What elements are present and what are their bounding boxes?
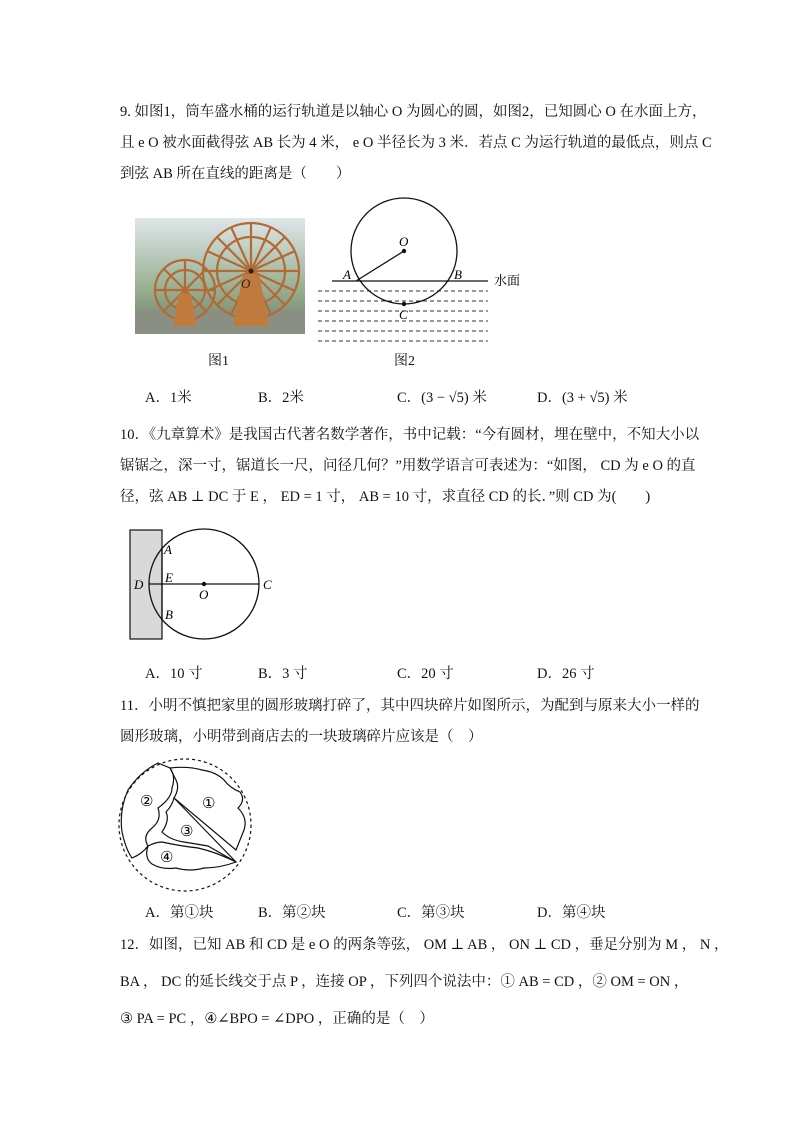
q10-line-2: 锯锯之，深一寸，锯道长一尺，问径几何？”用数学语言可表述为：“如图， CD 为 e O 的直 bbox=[120, 458, 696, 474]
q10-label-B: B bbox=[165, 607, 173, 622]
q9-label-C: C bbox=[399, 307, 408, 322]
q11-line-1: 11．小明不慎把家里的圆形玻璃打碎了，其中四块碎片如图所示，为配到与原来大小一样的 bbox=[120, 698, 700, 714]
q11-label-piece-4: ④ bbox=[160, 850, 174, 866]
q10-label-A: A bbox=[164, 542, 172, 557]
q11-option-c[interactable]: C．第③块 bbox=[397, 905, 465, 921]
q9-label-O: O bbox=[399, 234, 409, 249]
q11-label-piece-2: ② bbox=[140, 794, 154, 810]
q10-figure-diagram bbox=[128, 528, 288, 643]
q9-label-B: B bbox=[454, 267, 462, 282]
q9-option-a[interactable]: A．1米 bbox=[145, 390, 192, 406]
svg-text:O: O bbox=[241, 276, 251, 291]
q10-label-D: D bbox=[134, 577, 144, 592]
q9-option-d[interactable]: D．(3 + √5) 米 bbox=[537, 390, 628, 406]
q9-figure-2-caption: 图2 bbox=[394, 354, 415, 369]
q11-label-piece-3: ③ bbox=[180, 824, 194, 840]
q12-line-2: BA ， DC 的延长线交于点 P ，连接 OP ，下列四个说法中：① AB = CD ，② OM = ON ， bbox=[120, 974, 689, 990]
q11-option-b[interactable]: B．第②块 bbox=[258, 905, 326, 921]
q9-line-3: 到弦 AB 所在直线的距离是（ ） bbox=[120, 166, 351, 182]
q11-option-d[interactable]: D．第④块 bbox=[537, 905, 606, 921]
q12-line-3: ③ PA = PC ，④∠BPO = ∠DPO ，正确的是（ ） bbox=[120, 1011, 434, 1027]
q9-figure-1-caption: 图1 bbox=[208, 354, 229, 369]
q10-option-c[interactable]: C．20 寸 bbox=[397, 666, 454, 682]
q9-line-2: 且 e O 被水面截得弦 AB 长为 4 米， e O 半径长为 3 米．若点 C 为运行轨道的最低点，则点 C bbox=[120, 135, 712, 151]
q12-line-1: 12．如图，已知 AB 和 CD 是 e O 的两条等弦， OM ⊥ AB ， ON ⊥ CD ，垂足分别为 M ， N ， bbox=[120, 937, 729, 953]
q9-option-c[interactable]: C．(3 − √5) 米 bbox=[397, 390, 487, 406]
q11-label-piece-1: ① bbox=[202, 796, 216, 812]
q11-figure-broken-glass bbox=[118, 758, 258, 894]
q10-label-E: E bbox=[165, 570, 173, 585]
q10-label-C: C bbox=[263, 577, 272, 592]
q9-line-1: 9. 如图1，筒车盛水桶的运行轨道是以轴心 O 为圆心的圆，如图2，已知圆心 O 在水面上方， bbox=[120, 104, 707, 120]
q11-option-a[interactable]: A．第①块 bbox=[145, 905, 214, 921]
q10-line-1: 10．《九章算术》是我国古代著名数学著作，书中记载：“今有圆材，埋在壁中，不知大小以 bbox=[120, 427, 700, 443]
q10-label-O: O bbox=[199, 587, 209, 602]
q9-option-b[interactable]: B．2米 bbox=[258, 390, 304, 406]
q9-label-A: A bbox=[343, 267, 351, 282]
q10-option-b[interactable]: B．3 寸 bbox=[258, 666, 308, 682]
q10-option-d[interactable]: D．26 寸 bbox=[537, 666, 595, 682]
q9-label-water: 水面 bbox=[494, 273, 521, 288]
q9-figure-2-diagram bbox=[318, 195, 538, 345]
q10-line-3: 径，弦 AB ⊥ DC 于 E ， ED = 1 寸， AB = 10 寸，求直径 CD 的长．”则 CD 为( ) bbox=[120, 489, 651, 505]
q9-figure-1-waterwheel-photo bbox=[135, 218, 305, 334]
q10-option-a[interactable]: A．10 寸 bbox=[145, 666, 203, 682]
q11-line-2: 圆形玻璃，小明带到商店去的一块玻璃碎片应该是（ ） bbox=[120, 729, 483, 745]
